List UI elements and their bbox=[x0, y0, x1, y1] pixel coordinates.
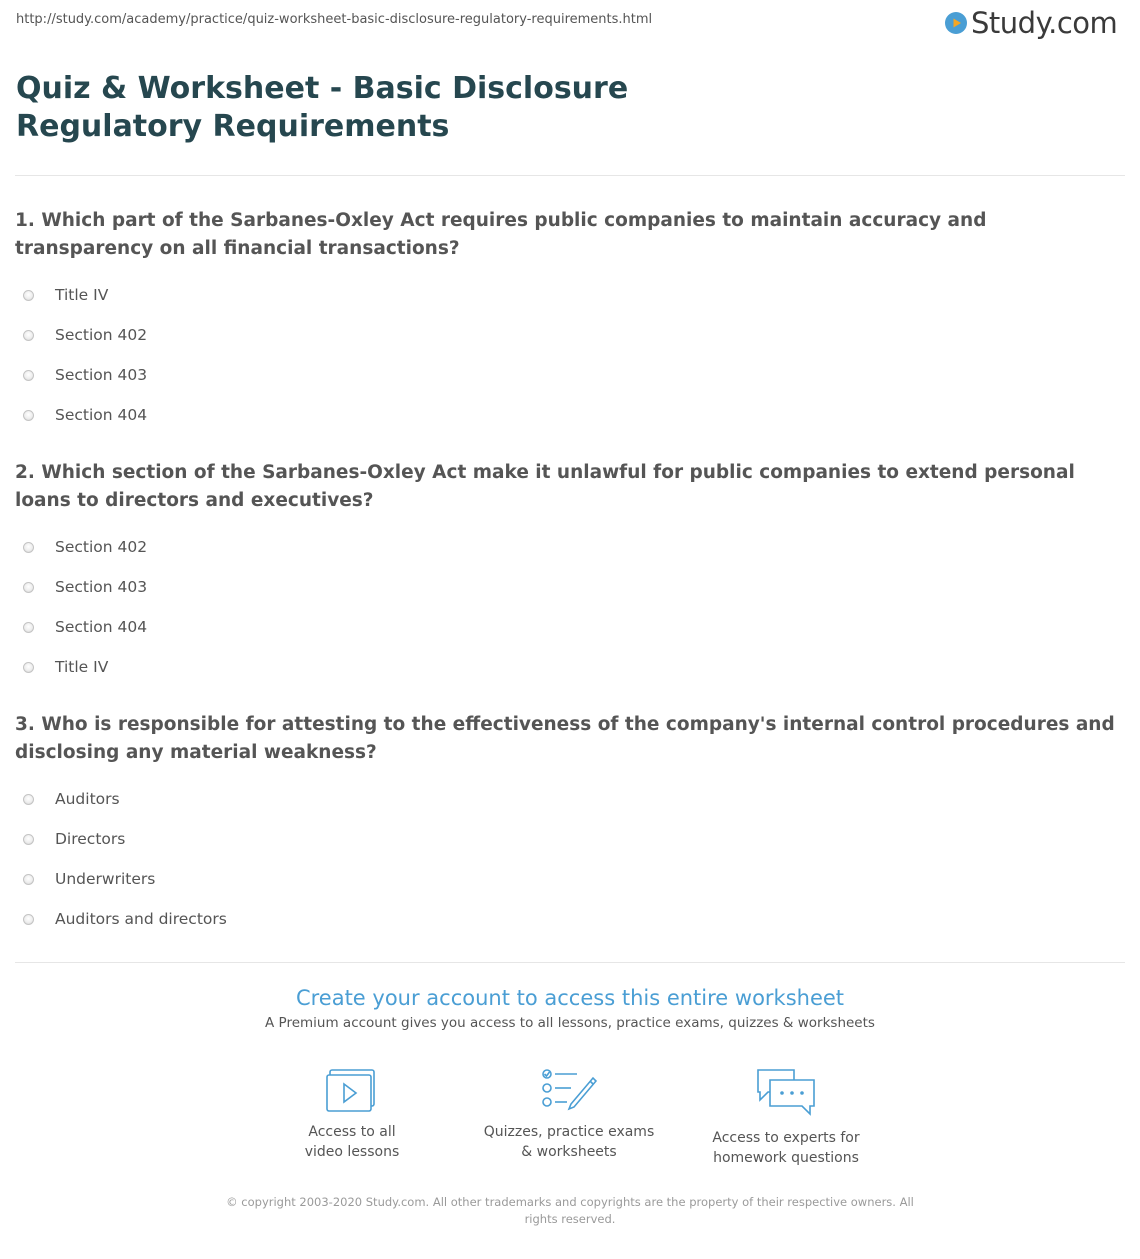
answer-option[interactable] bbox=[15, 527, 1130, 567]
feature-quizzes bbox=[479, 1068, 659, 1162]
feature-label: Access to experts for homework questions bbox=[712, 1130, 860, 1166]
answer-options bbox=[15, 275, 1130, 435]
answer-option[interactable] bbox=[15, 899, 1130, 939]
answer-option[interactable] bbox=[15, 819, 1130, 859]
answer-option[interactable] bbox=[15, 275, 1130, 315]
radio-button[interactable] bbox=[23, 914, 34, 925]
question-text: 2. Which section of the Sarbanes-Oxley Act make it unlawful for public companies to extend personal loans to directors and executives? bbox=[15, 462, 1075, 511]
answer-option[interactable] bbox=[15, 607, 1130, 647]
radio-button[interactable] bbox=[23, 662, 34, 673]
feature-experts bbox=[696, 1068, 876, 1168]
page-title: Quiz & Worksheet - Basic Disclosure Regulatory Requirements bbox=[16, 71, 629, 144]
answer-label: Section 402 bbox=[55, 326, 148, 344]
answer-options bbox=[15, 779, 1130, 939]
radio-button[interactable] bbox=[23, 834, 34, 845]
answer-option[interactable] bbox=[15, 779, 1130, 819]
radio-button[interactable] bbox=[23, 582, 34, 593]
video-lessons-icon bbox=[326, 1068, 378, 1112]
question-3 bbox=[15, 711, 1130, 939]
answer-options bbox=[15, 527, 1130, 687]
answer-option[interactable] bbox=[15, 859, 1130, 899]
radio-button[interactable] bbox=[23, 290, 34, 301]
signup-cta bbox=[0, 986, 1140, 1031]
page-url: http://study.com/academy/practice/quiz-worksheet-basic-disclosure-regulatory-requirements.html bbox=[16, 12, 653, 27]
answer-label: Title IV bbox=[55, 658, 109, 676]
answer-label: Title IV bbox=[55, 286, 109, 304]
question-2 bbox=[15, 459, 1130, 687]
answer-label: Section 403 bbox=[55, 366, 148, 384]
radio-button[interactable] bbox=[23, 370, 34, 381]
question-text: 1. Which part of the Sarbanes-Oxley Act requires public companies to maintain accuracy and transparency on all financial transactions? bbox=[15, 210, 987, 259]
logo-text: Study.com bbox=[971, 6, 1118, 40]
answer-label: Underwriters bbox=[55, 870, 156, 888]
radio-button[interactable] bbox=[23, 410, 34, 421]
radio-button[interactable] bbox=[23, 330, 34, 341]
radio-button[interactable] bbox=[23, 874, 34, 885]
answer-label: Auditors and directors bbox=[55, 910, 227, 928]
answer-label: Section 403 bbox=[55, 578, 148, 596]
copyright-text: © copyright 2003-2020 Study.com. All other trademarks and copyrights are the property of their respective owners. All rights reserved. bbox=[226, 1195, 914, 1226]
answer-label: Section 404 bbox=[55, 618, 148, 636]
cta-subtitle: A Premium account gives you access to all lessons, practice exams, quizzes & worksheets bbox=[265, 1015, 875, 1031]
radio-button[interactable] bbox=[23, 794, 34, 805]
answer-option[interactable] bbox=[15, 395, 1130, 435]
chat-bubbles-icon bbox=[754, 1068, 818, 1118]
play-logo-icon bbox=[944, 11, 968, 35]
question-text: 3. Who is responsible for attesting to the effectiveness of the company's internal control procedures and disclosing any material weakness? bbox=[15, 714, 1115, 763]
answer-label: Section 404 bbox=[55, 406, 148, 424]
answer-option[interactable] bbox=[15, 315, 1130, 355]
feature-label: Quizzes, practice exams & worksheets bbox=[483, 1124, 655, 1160]
footer bbox=[0, 1194, 1140, 1228]
quiz-checklist-icon bbox=[541, 1068, 597, 1112]
answer-label: Section 402 bbox=[55, 538, 148, 556]
feature-video-lessons bbox=[262, 1068, 442, 1162]
answer-option[interactable] bbox=[15, 647, 1130, 687]
cta-link[interactable]: Create your account to access this entire worksheet bbox=[295, 986, 845, 1010]
study-com-logo[interactable] bbox=[944, 6, 1117, 40]
answer-label: Directors bbox=[55, 830, 126, 848]
question-1 bbox=[15, 207, 1130, 435]
answer-option[interactable] bbox=[15, 567, 1130, 607]
radio-button[interactable] bbox=[23, 542, 34, 553]
feature-label: Access to all video lessons bbox=[304, 1124, 400, 1160]
answer-label: Auditors bbox=[55, 790, 120, 808]
divider bbox=[15, 962, 1125, 963]
answer-option[interactable] bbox=[15, 355, 1130, 395]
radio-button[interactable] bbox=[23, 622, 34, 633]
divider bbox=[15, 175, 1125, 176]
